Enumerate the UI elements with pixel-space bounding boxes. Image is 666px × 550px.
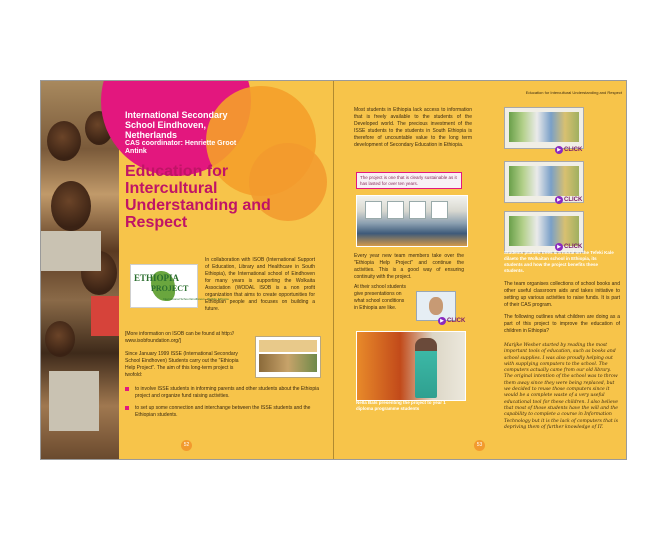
- page-title: Education for Intercultural Understanding and Respect: [125, 163, 271, 231]
- project-thumbnail: [255, 336, 321, 378]
- aims-list: [125, 386, 320, 424]
- intro-paragraph: In collaboration with ISOB (International Support of Education, Library and Healthcare in South Ethiopia), the International school of Eindhoven for many years is supporting the Wolkaita Association (WODAL ISOB is a non profit organization that aims to create opportunities for Ethiopian people and focuses on building a future.: [205, 257, 315, 312]
- running-head: Education for Intercultural Understanding and Respect: [525, 90, 622, 95]
- ethiopia-project-logo: ETHIOPIA PROJECT International School Eindhoven · Wolkite Ethiopia: [130, 264, 198, 308]
- left-page: [41, 81, 333, 459]
- video-thumbnail-1[interactable]: [504, 107, 584, 149]
- paragraph-access: Most students in Ethiopia lack access to information that is freely available to the students of the Developed world. The precious investment of the ISSE students to the students in South Ethiopia is therefore of uncountable value to the long term development of Secondary Education in Ethiopia.: [354, 107, 472, 148]
- teacher-photo: [356, 331, 466, 401]
- click-label[interactable]: CLICK: [447, 318, 466, 324]
- paragraph-presentations: At their school students give presentations on what school conditions in Ethiopia are like.: [354, 284, 406, 311]
- click-label[interactable]: CLICK: [564, 244, 583, 250]
- cas-coordinator: CAS coordinator: Henriette Groot Antink: [125, 140, 237, 155]
- school-name: International Secondary School Eindhoven, Netherlands: [125, 110, 228, 140]
- bullet-icon: [125, 387, 129, 391]
- paragraph-continuity: Every year new team members take over the "Ethiopia Help Project" and continue the activities. This is a good way of ensuring continuity with the project.: [354, 253, 464, 280]
- since-paragraph: Since January 1999 ISSE (International Secondary School Eindhoven) Students carry out the "Ethiopia Help Project". The aim of this long-term project is twofold:: [125, 351, 239, 378]
- list-item: to involve ISSE students in informing parents and other students about the Ethiopia project and organize fund raising activities.: [125, 386, 320, 400]
- more-info-paragraph: [More information on ISOB can be found at http:// www.isobfoundation.org/]: [125, 331, 234, 344]
- videos-caption: Students planted trees & a mural on the Tefeki Kale dilaeto the Wolkaitan school in Ethiopia, its students and how the project benefits these students.: [504, 250, 614, 273]
- paragraph-collections: The team organises collections of school books and other useful classroom aids and takes initiative to setting up various activities to raise funds. It is part of their CAS program.: [504, 281, 620, 308]
- click-label[interactable]: CLICK: [564, 197, 583, 203]
- classroom-photo: [356, 195, 468, 247]
- teacher-caption: Nella Bals presenting the project to year 1 diploma programme students: [356, 400, 446, 411]
- click-label[interactable]: CLICK: [564, 147, 583, 153]
- presentation-video[interactable]: [416, 291, 456, 321]
- page-number: 52: [181, 440, 192, 451]
- right-page: [334, 81, 626, 459]
- pull-quote: The project is one that is clearly sustainable as it has lasted for over ten years.: [356, 172, 462, 189]
- play-icon[interactable]: ▶: [555, 146, 563, 154]
- play-icon[interactable]: ▶: [438, 317, 446, 325]
- play-icon[interactable]: ▶: [555, 243, 563, 251]
- list-item: to set up some connection and interchange between the ISSE students and the Ethiopian students.: [125, 405, 320, 419]
- brochure-spread: [40, 80, 627, 460]
- page-number: 53: [474, 440, 485, 451]
- play-icon[interactable]: ▶: [555, 196, 563, 204]
- paragraph-outline: The following outlines what children are doing as a part of this project to improve the education of children in Ethiopia?: [504, 314, 620, 334]
- handwritten-testimonial: Marijke Wesher started by reading the most important tools of education, such as books and school supplies. I was also proudly helping out with supplying computers to the school. The computers actually came from our old library. The original intention of the school was to throw them away since they were being replaced, but we decided to reuse those computers since it would be a complete waste of a very useful educational tool for these children. I also believe that most of those students have the will and the capability to complete a course in Information Technology but it is the lack of computers that is depriving them of further knowledge of IT.: [504, 343, 619, 430]
- children-photo: [41, 81, 119, 459]
- bullet-icon: [125, 406, 129, 410]
